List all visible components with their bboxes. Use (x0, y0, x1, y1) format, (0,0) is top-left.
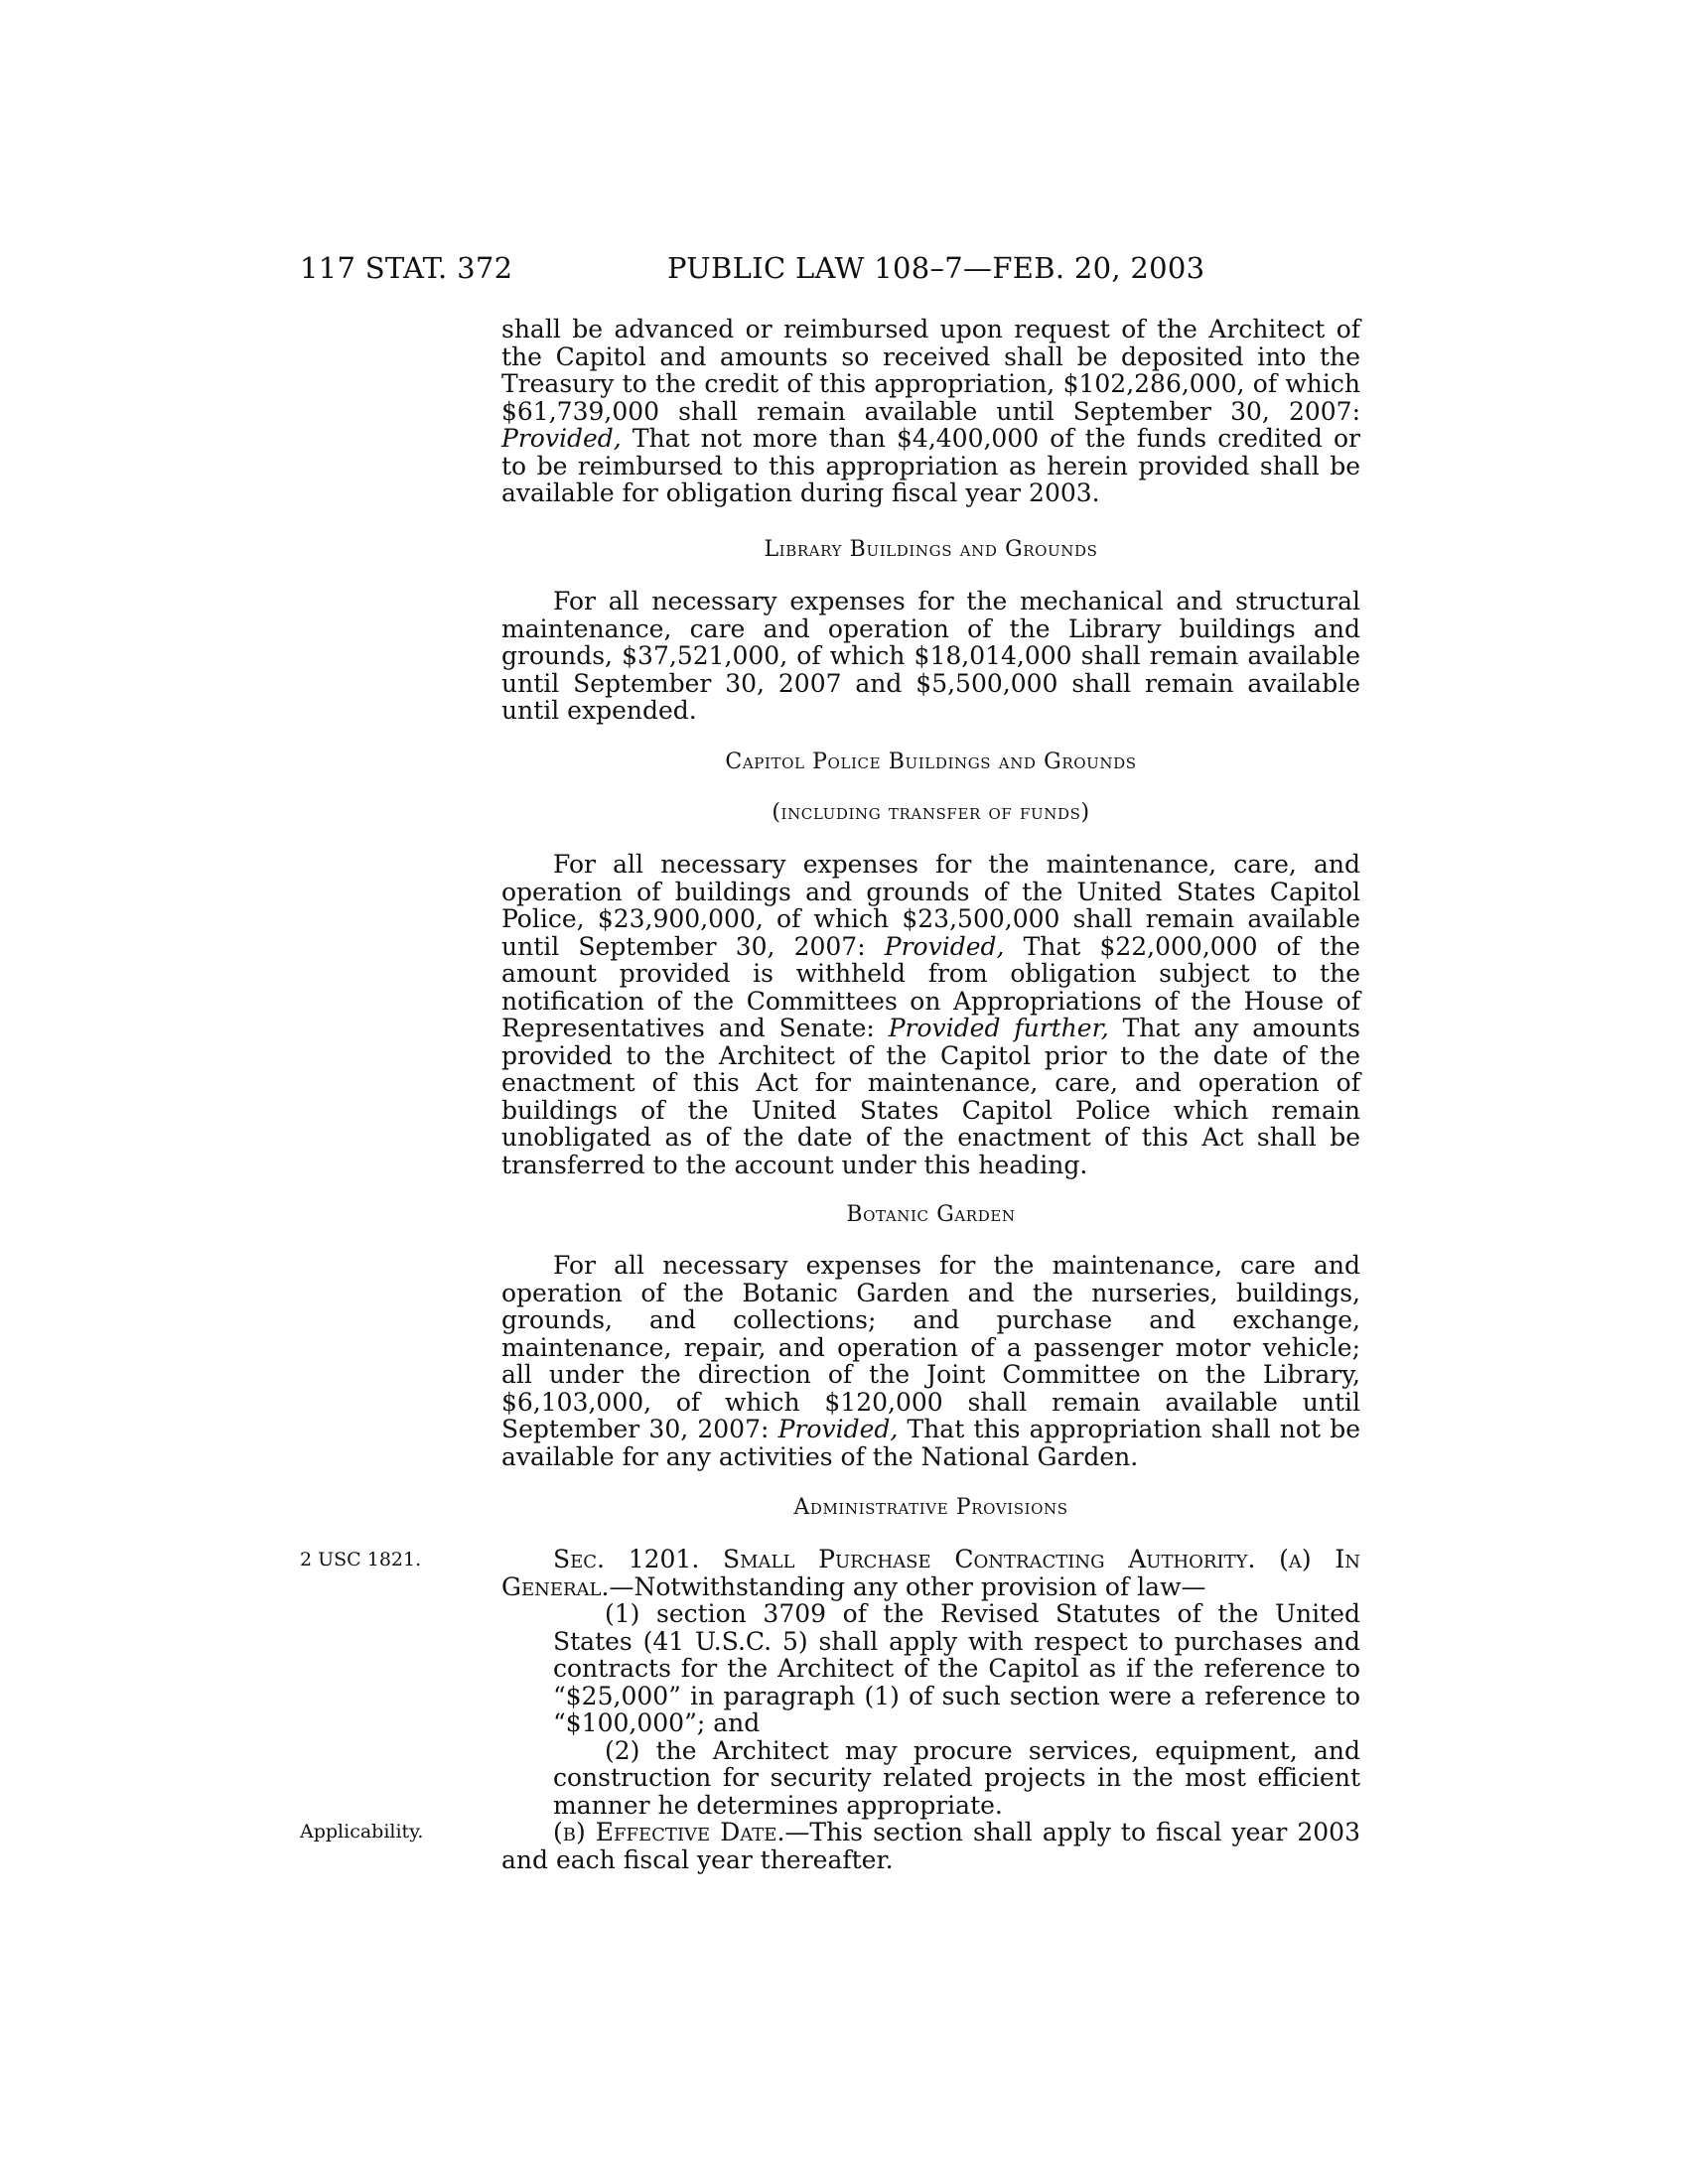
library-heading-block (501, 536, 1360, 564)
police-heading: Capitol Police Buildings and Grounds (725, 750, 1137, 774)
botanic-paragraph (501, 1252, 1360, 1470)
botanic-heading-block (501, 1201, 1360, 1229)
section-label: Sec. 1201. Small Purchase Contracting Authority. (553, 1545, 1256, 1573)
library-block (501, 588, 1360, 725)
continuation-text-2: That not more than $4,400,000 of the funds credited or to be reimbursed to this appropriation as herein provided shall be available for obligation during fiscal year 2003. (501, 424, 1360, 507)
botanic-heading: Botanic Garden (846, 1202, 1016, 1227)
police-block (501, 851, 1360, 1178)
subsection-b-text: —This section shall apply to fiscal year 2003 and each fiscal year thereafter. (501, 1818, 1360, 1874)
paragraph-1: (1) section 3709 of the Revised Statutes of the United States (41 U.S.C. 5) shall apply with respect to purchases and contracts for the Architect of the Capitol as if the reference to “$25,000” in paragraph (1) of such section were a reference to “$100,000”; and (553, 1599, 1360, 1737)
paragraph-2: (2) the Architect may procure services, equipment, and construction for security related projects in the most efficient manner he determines appropriate. (553, 1735, 1360, 1820)
police-subheading: (including transfer of funds) (772, 800, 1090, 825)
library-heading: Library Buildings and Grounds (764, 537, 1098, 562)
section-1201-intro (501, 1546, 1360, 1600)
admin-heading-block (501, 1494, 1360, 1522)
margin-note-usc: 2 USC 1821. (300, 1549, 422, 1570)
library-paragraph: For all necessary expenses for the mechanical and structural maintenance, care and operation of the Library buildings and grounds, $37,521,000, of which $18,014,000 shall remain available until September 30, 2007 and $5,500,000 shall remain available until expended. (501, 587, 1360, 725)
botanic-text-1: For all necessary expenses for the maintenance, care and operation of the Botanic Garden and the nurseries, buildings, grounds, and collections; and purchase and exchange, maintenance, repair, and operation of a passenger motor vehicle; all under the direction of the Joint Committee on the Library, $6,103,000, of which $120,000 shall remain available until September 30, 2007: (501, 1251, 1360, 1443)
margin-note-applicability: Applicability. (300, 1821, 424, 1843)
continuation-text-1: shall be advanced or reimbursed upon request of the Architect of the Capitol and amounts so received shall be deposited into the Treasury to the credit of this appropriation, $102,286,000, of which $61,739,000 shall remain available until September 30, 2007: (501, 315, 1360, 426)
botanic-text-2: That this appropriation shall not be available for any activities of the National Garden. (501, 1415, 1360, 1471)
police-paragraph (501, 851, 1360, 1178)
police-provided: Provided, (884, 931, 1005, 961)
continuation-paragraph (501, 316, 1360, 507)
subsection-a-label: (a) In General. (501, 1545, 1360, 1601)
subsection-a-text: —Notwithstanding any other provision of law— (609, 1571, 1206, 1601)
admin-heading: Administrative Provisions (793, 1495, 1068, 1520)
subsection-b (501, 1819, 1360, 1873)
police-heading-block (501, 749, 1360, 776)
police-subheading-block (501, 799, 1360, 827)
continuation-block (501, 316, 1360, 507)
police-text-3: That any amounts provided to the Architect of the Capitol prior to the date of the enactment of this Act for maintenance, care, and operation of buildings of the United States Capitol Police which remain unobligated as of the date of the enactment of this Act shall be transferred to the account under this heading. (501, 1014, 1360, 1179)
provided-italic: Provided, (501, 424, 622, 453)
botanic-provided: Provided, (777, 1415, 899, 1443)
police-text-2: That $22,000,000 of the amount provided is withheld from obligation subject to the notification of the Committees on Appropriations of the House of Representatives and Senate: (501, 931, 1360, 1042)
police-text-1: For all necessary expenses for the maintenance, care, and operation of buildings and grounds of the United States Capitol Police, $23,900,000, of which $23,500,000 shall remain available until September 30, 2007: (501, 850, 1360, 961)
police-provided-further: Provided further, (888, 1014, 1109, 1042)
subsection-b-label: (b) Effective Date. (553, 1818, 785, 1846)
page-number: 117 STAT. 372 (300, 251, 513, 285)
botanic-block (501, 1252, 1360, 1470)
section-1201-block (501, 1546, 1360, 1873)
running-header: PUBLIC LAW 108–7—FEB. 20, 2003 (667, 251, 1205, 285)
